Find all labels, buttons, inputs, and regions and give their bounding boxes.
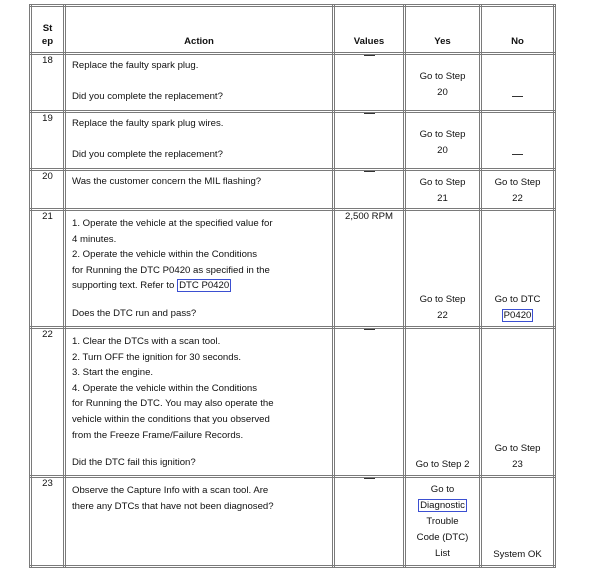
table-row [31, 54, 555, 112]
no-cell: Go to Step 22 [481, 170, 555, 210]
values-cell [334, 170, 405, 210]
step-cell: 22 [31, 328, 65, 477]
values-cell [334, 477, 405, 567]
p0420-link[interactable]: P0420 [503, 310, 532, 321]
dash-mark [364, 329, 375, 330]
diagnostic-link[interactable]: Diagnostic [420, 500, 465, 511]
table-row [31, 210, 555, 328]
no-cell [481, 112, 555, 170]
values-cell [334, 54, 405, 112]
dtc-p0420-link[interactable]: DTC P0420 [179, 280, 230, 292]
header-no: No [481, 6, 555, 54]
step-cell: 21 [31, 210, 65, 328]
yes-cell: Go to Step 22 [405, 210, 481, 328]
table-row [31, 477, 555, 567]
dash-mark [364, 171, 375, 172]
action-cell: Replace the faulty spark plug wires. Did you complete the replacement? [65, 112, 334, 170]
action-cell: Observe the Capture Info with a scan tool. Are there any DTCs that have not been diagnosed? [65, 477, 334, 567]
table-row [31, 112, 555, 170]
yes-cell: Go to Step 20 [405, 54, 481, 112]
action-cell: Replace the faulty spark plug. Did you complete the replacement? [65, 54, 334, 112]
yes-cell: Go to Diagnostic Trouble Code (DTC) List [405, 477, 481, 567]
step-cell: 19 [31, 112, 65, 170]
action-cell: 1. Clear the DTCs with a scan tool. 2. Turn OFF the ignition for 30 seconds. 3. Start the engine. 4. Operate the vehicle within the Conditions for Running the DTC. You may also operate the vehicle within the conditions that you observed from the Freeze Frame/Failure Records. Did the DTC fail this ignition? [65, 328, 334, 477]
diagnostic-table [29, 4, 556, 568]
dash-mark [512, 154, 523, 155]
table-row [31, 170, 555, 210]
header-values: Values [334, 6, 405, 54]
yes-cell: Go to Step 20 [405, 112, 481, 170]
no-cell [481, 54, 555, 112]
step-cell: 23 [31, 477, 65, 567]
header-row [31, 6, 555, 54]
header-action: Action [65, 6, 334, 54]
yes-cell: Go to Step 2 [405, 328, 481, 477]
step-cell: 20 [31, 170, 65, 210]
dash-mark [364, 478, 375, 479]
dash-mark [512, 96, 523, 97]
dash-mark [364, 113, 375, 114]
action-cell: 1. Operate the vehicle at the specified value for 4 minutes. 2. Operate the vehicle within the Conditions for Running the DTC P0420 as specified in the supporting text. Refer to DTC P0420 Does the DTC run and pass? [65, 210, 334, 328]
header-step: St ep [31, 6, 65, 54]
values-cell [334, 112, 405, 170]
no-cell: Go to Step 23 [481, 328, 555, 477]
action-cell: Was the customer concern the MIL flashing? [65, 170, 334, 210]
table-row [31, 328, 555, 477]
dash-mark [364, 55, 375, 56]
no-cell: System OK [481, 477, 555, 567]
yes-cell: Go to Step 21 [405, 170, 481, 210]
values-cell: 2,500 RPM [334, 210, 405, 328]
header-yes: Yes [405, 6, 481, 54]
step-cell: 18 [31, 54, 65, 112]
values-cell [334, 328, 405, 477]
no-cell: Go to DTC P0420 [481, 210, 555, 328]
